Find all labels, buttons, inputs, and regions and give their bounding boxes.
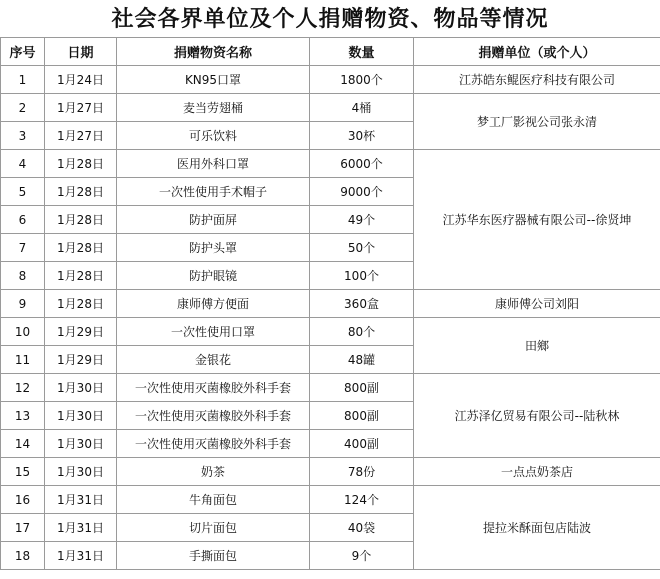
cell-item: 奶茶 <box>117 458 310 486</box>
table-row <box>1 458 660 486</box>
table-row <box>1 66 660 94</box>
cell-date: 1月31日 <box>45 514 117 542</box>
cell-item: 可乐饮料 <box>117 122 310 150</box>
cell-quantity: 4桶 <box>310 94 414 122</box>
cell-donor: 康师傅公司刘阳 <box>414 290 660 318</box>
cell-date: 1月31日 <box>45 486 117 514</box>
header-row <box>1 38 660 66</box>
page-title: 社会各界单位及个人捐赠物资、物品等情况 <box>111 6 549 32</box>
cell-serial: 2 <box>1 94 45 122</box>
cell-item: 麦当劳翅桶 <box>117 94 310 122</box>
cell-serial: 14 <box>1 430 45 458</box>
cell-donor: 一点点奶茶店 <box>414 458 660 486</box>
cell-item: 防护面屏 <box>117 206 310 234</box>
cell-quantity: 360盒 <box>310 290 414 318</box>
cell-date: 1月30日 <box>45 374 117 402</box>
cell-item: 一次性使用手术帽子 <box>117 178 310 206</box>
cell-date: 1月29日 <box>45 346 117 374</box>
cell-serial: 15 <box>1 458 45 486</box>
cell-quantity: 78份 <box>310 458 414 486</box>
cell-item: 防护头罩 <box>117 234 310 262</box>
cell-item: 一次性使用灭菌橡胶外科手套 <box>117 430 310 458</box>
cell-quantity: 400副 <box>310 430 414 458</box>
cell-donor: 梦工厂影视公司张永清 <box>414 94 660 150</box>
cell-quantity: 40袋 <box>310 514 414 542</box>
cell-serial: 6 <box>1 206 45 234</box>
cell-item: 牛角面包 <box>117 486 310 514</box>
cell-donor: 江苏皓东鲲医疗科技有限公司 <box>414 66 660 94</box>
cell-serial: 18 <box>1 542 45 570</box>
cell-item: 一次性使用灭菌橡胶外科手套 <box>117 374 310 402</box>
cell-date: 1月28日 <box>45 178 117 206</box>
table-row <box>1 374 660 402</box>
cell-item: 金银花 <box>117 346 310 374</box>
cell-quantity: 800副 <box>310 374 414 402</box>
cell-date: 1月30日 <box>45 402 117 430</box>
cell-item: KN95口罩 <box>117 66 310 94</box>
header-donor: 捐赠单位（或个人） <box>414 38 660 66</box>
cell-donor: 田鄉 <box>414 318 660 374</box>
cell-quantity: 100个 <box>310 262 414 290</box>
header-date: 日期 <box>45 38 117 66</box>
cell-serial: 3 <box>1 122 45 150</box>
cell-donor: 提拉米酥面包店陆波 <box>414 486 660 570</box>
header-serial: 序号 <box>1 38 45 66</box>
cell-quantity: 124个 <box>310 486 414 514</box>
cell-quantity: 48罐 <box>310 346 414 374</box>
cell-quantity: 800副 <box>310 402 414 430</box>
cell-quantity: 9个 <box>310 542 414 570</box>
header-quantity: 数量 <box>310 38 414 66</box>
cell-serial: 16 <box>1 486 45 514</box>
cell-serial: 10 <box>1 318 45 346</box>
cell-date: 1月27日 <box>45 94 117 122</box>
cell-item: 一次性使用口罩 <box>117 318 310 346</box>
cell-date: 1月29日 <box>45 318 117 346</box>
cell-serial: 12 <box>1 374 45 402</box>
cell-serial: 4 <box>1 150 45 178</box>
cell-quantity: 30杯 <box>310 122 414 150</box>
cell-serial: 7 <box>1 234 45 262</box>
cell-date: 1月30日 <box>45 430 117 458</box>
cell-quantity: 50个 <box>310 234 414 262</box>
cell-date: 1月27日 <box>45 122 117 150</box>
table-row <box>1 290 660 318</box>
cell-serial: 1 <box>1 66 45 94</box>
cell-date: 1月28日 <box>45 290 117 318</box>
cell-item: 一次性使用灭菌橡胶外科手套 <box>117 402 310 430</box>
cell-quantity: 6000个 <box>310 150 414 178</box>
cell-item: 医用外科口罩 <box>117 150 310 178</box>
cell-quantity: 9000个 <box>310 178 414 206</box>
cell-date: 1月28日 <box>45 206 117 234</box>
cell-date: 1月30日 <box>45 458 117 486</box>
cell-donor: 江苏泽亿贸易有限公司--陆秋林 <box>414 374 660 458</box>
cell-serial: 5 <box>1 178 45 206</box>
cell-date: 1月28日 <box>45 262 117 290</box>
cell-quantity: 1800个 <box>310 66 414 94</box>
cell-serial: 9 <box>1 290 45 318</box>
table-row <box>1 150 660 178</box>
cell-date: 1月31日 <box>45 542 117 570</box>
cell-item: 防护眼镜 <box>117 262 310 290</box>
cell-serial: 8 <box>1 262 45 290</box>
cell-quantity: 80个 <box>310 318 414 346</box>
cell-serial: 13 <box>1 402 45 430</box>
cell-donor: 江苏华东医疗器械有限公司--徐贤坤 <box>414 150 660 290</box>
cell-item: 手撕面包 <box>117 542 310 570</box>
cell-date: 1月24日 <box>45 66 117 94</box>
header-item-name: 捐赠物资名称 <box>117 38 310 66</box>
cell-quantity: 49个 <box>310 206 414 234</box>
cell-date: 1月28日 <box>45 234 117 262</box>
cell-item: 康师傅方便面 <box>117 290 310 318</box>
cell-date: 1月28日 <box>45 150 117 178</box>
table-row <box>1 486 660 514</box>
cell-serial: 17 <box>1 514 45 542</box>
cell-serial: 11 <box>1 346 45 374</box>
table-row <box>1 94 660 122</box>
cell-item: 切片面包 <box>117 514 310 542</box>
table-row <box>1 318 660 346</box>
donation-table <box>0 37 660 570</box>
